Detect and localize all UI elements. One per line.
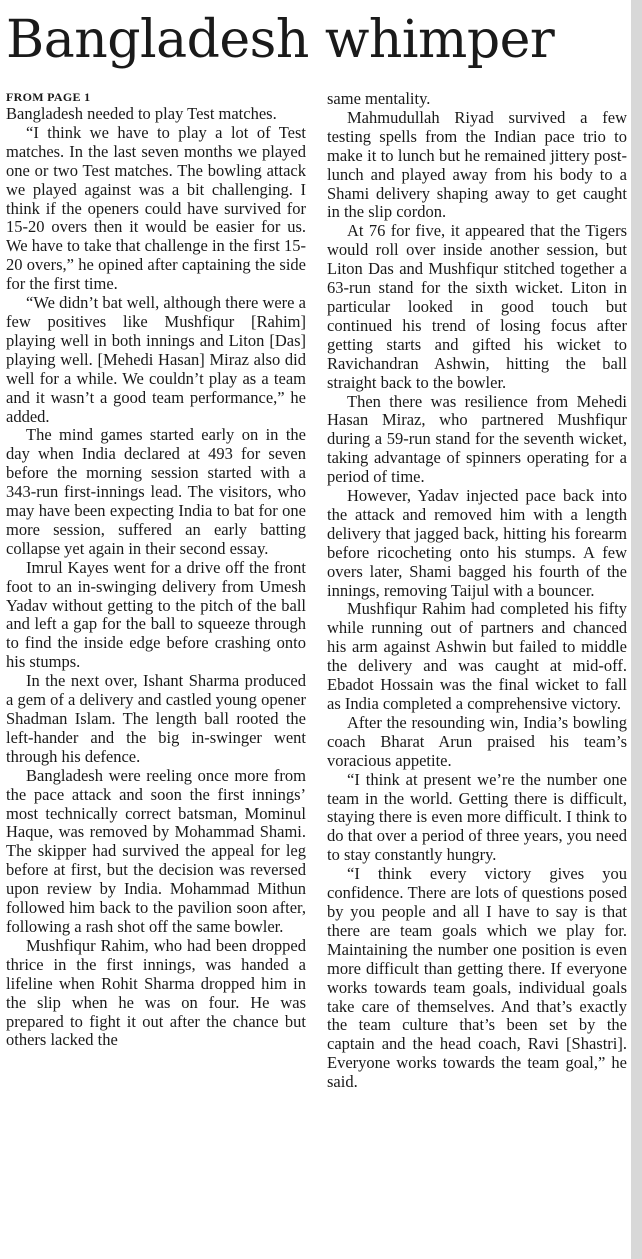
paragraph: “I think at present we’re the number one team in the world. Getting there is difficult, staying there is even more difficult. I think to do that over a period of three years, you need to stay constantly hungry. [327, 769, 627, 865]
paragraph: “We didn’t bat well, although there were a few positives like Mushfiqur [Rahim] playing well in both innings and Liton [Das] playing well. [Mehedi Hasan] Miraz also did well for a while. We couldn’t play as a team and it wasn’t a good team performance,” he added. [6, 293, 306, 426]
paragraph: Imrul Kayes went for a drive off the front foot to an in-swinging delivery from Umesh Yadav without getting to the pitch of the ball and left a gap for the ball to squeeze through to find the inside edge before crashing onto his stumps. [6, 557, 306, 672]
paragraph: “I think we have to play a lot of Test matches. In the last seven months we played one or two Test matches. The bowling attack we played against was a bit challenging. I think if the openers could have survived for 15-20 overs then it would be easier for us. We have to take that challenge in the first 15-20 overs,” he opined after captaining the side for the first time. [6, 122, 306, 294]
paragraph: After the resounding win, India’s bowling coach Bharat Arun praised his team’s voracious appetite. [327, 712, 627, 770]
continuation-kicker: FROM PAGE 1 [6, 90, 91, 104]
paragraph: At 76 for five, it appeared that the Tigers would roll over inside another session, but Liton Das and Mushfiqur stitched together a 63-run stand for the sixth wicket. Liton in particular looked in good touch but continued his trend of losing focus after getting starts and gifted his wicket to Ravichandran Ashwin, hitting the ball straight back to the bowler. [327, 221, 627, 392]
paragraph: Mahmudullah Riyad survived a few testing spells from the Indian pace trio to make it to lunch but he remained jittery post-lunch and played away from his body to a Shami delivery shaping away to get caught in the slip cordon. [327, 107, 627, 222]
page-edge-shadow [631, 0, 642, 1259]
paragraph: Then there was resilience from Mehedi Hasan Miraz, who partnered Mushfiqur during a 59-run stand for the seventh wicket, taking advantage of spinners operating for a period of time. [327, 391, 627, 487]
paragraph: In the next over, Ishant Sharma produced a gem of a delivery and castled young opener Shadman Islam. The length ball rooted the left-hander and the big in-swinger went through his defence. [6, 671, 306, 766]
paragraph: However, Yadav injected pace back into the attack and removed him with a length delivery that jagged back, hitting his forearm before ricocheting onto his stumps. A few overs later, Shami bagged his fourth of the innings, removing Taijul with a bouncer. [327, 486, 627, 600]
paragraph: same mentality. [327, 89, 431, 108]
headline: Bangladesh whimper [6, 10, 555, 70]
paragraph: Mushfiqur Rahim, who had been dropped thrice in the first innings, was handed a lifeline when Rohit Sharma dropped him in the slip when he was on four. He was prepared to fight it out after the chance but others lacked the [6, 935, 306, 1050]
article-column-left [6, 90, 306, 1050]
paragraph: “I think every victory gives you confidence. There are lots of questions posed by you people and all I have to say is that there are team goals which we play for. Maintaining the number one position is even more difficult than getting there. If everyone works towards team goals, individual goals take care of themselves. And that’s exactly the team culture that’s been set by the captain and the head coach, Ravi [Shastri]. Everyone works towards the team goal,” he said. [327, 864, 627, 1092]
paragraph: The mind games started early on in the day when India declared at 493 for seven before the morning session started with a 343-run first-innings lead. The visitors, who may have been expecting India to bat for one more session, suffered an early batting collapse yet again in their second essay. [6, 425, 306, 558]
paragraph: Bangladesh were reeling once more from the pace attack and soon the first innings’ most technically correct batsman, Mominul Haque, was removed by Mohammad Shami. The skipper had survived the appeal for leg before at first, but the decision was reversed upon review by India. Mohammad Mithun followed him back to the pavilion soon after, following a rash shot off the same bowler. [6, 765, 306, 936]
paragraph: Bangladesh needed to play Test matches. [6, 104, 277, 123]
article-column-right [327, 90, 627, 1092]
paragraph: Mushfiqur Rahim had completed his fifty while running out of partners and chanced his arm against Ashwin but failed to middle the delivery and was caught at mid-off. Ebadot Hossain was the final wicket to fall as India completed a comprehensive victory. [327, 599, 627, 713]
